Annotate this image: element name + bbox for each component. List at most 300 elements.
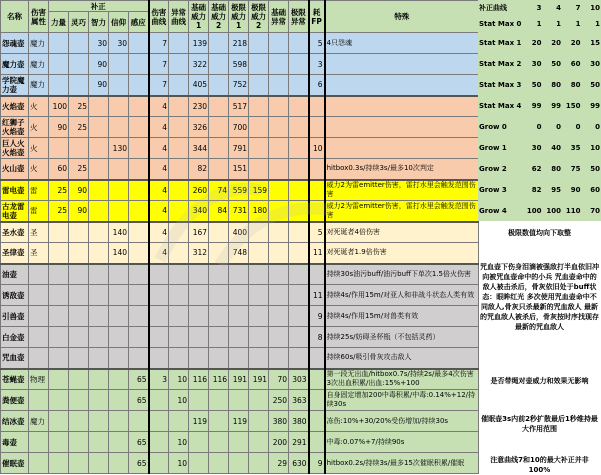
cell-base-power-2[interactable]	[209, 222, 229, 243]
cell-fai[interactable]	[109, 75, 129, 96]
cell-base-power-2[interactable]	[209, 264, 229, 285]
col-header-int[interactable]: 智力	[89, 12, 109, 33]
cell-base-status[interactable]	[269, 201, 289, 222]
cell-int[interactable]	[89, 327, 109, 348]
curve-row[interactable]	[478, 32, 601, 53]
table-row[interactable]	[1, 159, 479, 180]
cell-dex[interactable]	[69, 453, 89, 474]
col-header-arc[interactable]: 感应	[129, 12, 149, 33]
cell-int[interactable]	[89, 180, 109, 201]
cell-max-power-2[interactable]	[249, 453, 269, 474]
curve-value[interactable]: 3	[523, 0, 543, 15]
cell-max-power-1[interactable]: 400	[229, 222, 249, 243]
cell-name[interactable]: 催眠壶	[1, 453, 29, 474]
cell-fai[interactable]	[109, 327, 129, 348]
table-row[interactable]	[1, 327, 479, 348]
curve-row-label[interactable]: Stat Max 2	[478, 53, 523, 74]
cell-base-power-2[interactable]	[209, 117, 229, 138]
cell-name[interactable]: 圣水壶	[1, 222, 29, 243]
cell-base-status[interactable]	[269, 96, 289, 117]
cell-dex[interactable]	[69, 348, 89, 369]
cell-base-status[interactable]	[269, 327, 289, 348]
curve-value[interactable]: 1	[562, 15, 582, 32]
cell-dex[interactable]	[69, 33, 89, 54]
cell-damage-attr[interactable]	[29, 285, 49, 306]
curve-value[interactable]: 50	[523, 74, 543, 95]
table-row[interactable]	[1, 180, 479, 201]
col-header-fp-cost[interactable]: 耗FP	[309, 1, 325, 33]
cell-int[interactable]	[89, 222, 109, 243]
cell-max-status[interactable]: 291	[289, 432, 309, 453]
cell-special[interactable]: 4只怨魂	[325, 33, 479, 54]
cell-dex[interactable]: 25	[69, 96, 89, 117]
cell-fai[interactable]	[109, 369, 129, 390]
cell-dex[interactable]	[69, 411, 89, 432]
cell-fp-cost[interactable]	[309, 348, 325, 369]
curve-value[interactable]: 50	[582, 74, 601, 95]
cell-arc[interactable]	[129, 348, 149, 369]
cell-max-status[interactable]	[289, 285, 309, 306]
cell-special[interactable]: 威力2为雷emitter伤害，雷打水里会触发范围伤害	[325, 201, 479, 222]
cell-max-status[interactable]	[289, 222, 309, 243]
cell-base-power-1[interactable]	[189, 432, 209, 453]
curve-value[interactable]: 20	[562, 32, 582, 53]
cell-str[interactable]	[49, 264, 69, 285]
cell-fp-cost[interactable]	[309, 180, 325, 201]
cell-fp-cost[interactable]	[309, 117, 325, 138]
curve-row[interactable]	[478, 137, 601, 158]
cell-max-status[interactable]: 303	[289, 369, 309, 390]
cell-max-status[interactable]	[289, 243, 309, 264]
cell-max-status[interactable]	[289, 306, 309, 327]
cell-base-power-1[interactable]	[189, 327, 209, 348]
cell-name[interactable]: 咒血壶	[1, 348, 29, 369]
cell-str[interactable]	[49, 432, 69, 453]
curve-value[interactable]: 35	[562, 137, 582, 158]
cell-status-curve[interactable]: 10	[169, 432, 189, 453]
cell-dex[interactable]: 90	[69, 180, 89, 201]
cell-fai[interactable]	[109, 201, 129, 222]
cell-damage-curve[interactable]: 4	[149, 180, 169, 201]
cell-str[interactable]	[49, 285, 69, 306]
cell-str[interactable]: 60	[49, 159, 69, 180]
cell-base-power-1[interactable]: 312	[189, 243, 209, 264]
cell-fp-cost[interactable]	[309, 159, 325, 180]
cell-arc[interactable]	[129, 411, 149, 432]
table-row[interactable]	[1, 432, 479, 453]
cell-base-power-1[interactable]: 116	[189, 369, 209, 390]
cell-fp-cost[interactable]: 5	[309, 33, 325, 54]
cell-base-power-2[interactable]	[209, 390, 229, 411]
curve-row-label[interactable]: Grow 4	[478, 200, 523, 221]
cell-int[interactable]	[89, 138, 109, 159]
cell-arc[interactable]	[129, 243, 149, 264]
cell-dex[interactable]	[69, 138, 89, 159]
cell-max-power-2[interactable]	[249, 264, 269, 285]
curve-value[interactable]: 95	[543, 179, 563, 200]
cell-arc[interactable]	[129, 180, 149, 201]
cell-status-curve[interactable]	[169, 222, 189, 243]
cell-base-status[interactable]: 29	[269, 453, 289, 474]
curve-value[interactable]: 99	[543, 95, 563, 116]
curve-value[interactable]: 99	[582, 95, 601, 116]
cell-damage-curve[interactable]	[149, 327, 169, 348]
table-row[interactable]	[1, 96, 479, 117]
cell-fai[interactable]	[109, 306, 129, 327]
cell-arc[interactable]: 65	[129, 369, 149, 390]
cell-special[interactable]: 威力2为雷emitter伤害，雷打水里会触发范围伤害	[325, 180, 479, 201]
cell-damage-attr[interactable]: 雷	[29, 180, 49, 201]
curve-value[interactable]: 4	[543, 0, 563, 15]
cell-dex[interactable]	[69, 285, 89, 306]
cell-int[interactable]	[89, 453, 109, 474]
cell-max-power-2[interactable]	[249, 306, 269, 327]
cell-status-curve[interactable]	[169, 96, 189, 117]
cell-fai[interactable]	[109, 453, 129, 474]
cell-fai[interactable]	[109, 159, 129, 180]
curve-value[interactable]: 60	[582, 179, 601, 200]
col-header-max-status[interactable]: 极限异常	[289, 1, 309, 33]
cell-damage-attr[interactable]: 火	[29, 117, 49, 138]
curve-value[interactable]: 1	[582, 15, 601, 32]
cell-base-power-2[interactable]	[209, 411, 229, 432]
cell-damage-curve[interactable]: 4	[149, 96, 169, 117]
cell-damage-curve[interactable]: 4	[149, 201, 169, 222]
cell-str[interactable]	[49, 138, 69, 159]
curve-value[interactable]: 20	[543, 32, 563, 53]
table-row[interactable]	[1, 117, 479, 138]
cell-base-status[interactable]	[269, 222, 289, 243]
cell-max-power-1[interactable]: 731	[229, 201, 249, 222]
cell-dex[interactable]: 25	[69, 159, 89, 180]
cell-damage-attr[interactable]: 火	[29, 138, 49, 159]
cell-fp-cost[interactable]: 10	[309, 138, 325, 159]
cell-base-power-2[interactable]	[209, 96, 229, 117]
cell-max-status[interactable]	[289, 117, 309, 138]
cell-name[interactable]: 雷电壶	[1, 180, 29, 201]
cell-max-power-2[interactable]	[249, 75, 269, 96]
cell-status-curve[interactable]	[169, 327, 189, 348]
cell-name[interactable]: 粪便壶	[1, 390, 29, 411]
col-header-dex[interactable]: 灵巧	[69, 12, 89, 33]
cell-str[interactable]	[49, 369, 69, 390]
cell-str[interactable]	[49, 222, 69, 243]
cell-fp-cost[interactable]: 3	[309, 54, 325, 75]
cell-int[interactable]: 90	[89, 75, 109, 96]
cell-name[interactable]: 火焰壶	[1, 96, 29, 117]
cell-name[interactable]: 苍蝇壶	[1, 369, 29, 390]
cell-base-status[interactable]	[269, 54, 289, 75]
cell-arc[interactable]: 65	[129, 390, 149, 411]
curve-value[interactable]: 62	[523, 158, 543, 179]
cell-status-curve[interactable]: 10	[169, 369, 189, 390]
cell-max-status[interactable]	[289, 348, 309, 369]
cell-base-status[interactable]	[269, 117, 289, 138]
col-header-status-curve[interactable]: 异常曲线	[169, 1, 189, 33]
cell-int[interactable]	[89, 306, 109, 327]
cell-damage-attr[interactable]	[29, 327, 49, 348]
cell-max-power-1[interactable]: 791	[229, 138, 249, 159]
cell-max-power-2[interactable]	[249, 96, 269, 117]
cell-special[interactable]: 对死诞者4倍伤害	[325, 222, 479, 243]
cell-arc[interactable]	[129, 75, 149, 96]
cell-damage-curve[interactable]: 4	[149, 243, 169, 264]
cell-damage-curve[interactable]: 3	[149, 369, 169, 390]
cell-base-power-1[interactable]	[189, 264, 209, 285]
cell-arc[interactable]: 65	[129, 432, 149, 453]
cell-base-power-1[interactable]: 82	[189, 159, 209, 180]
col-header-name[interactable]: 名称	[1, 1, 29, 33]
cell-fai[interactable]	[109, 285, 129, 306]
cell-max-power-2[interactable]	[249, 117, 269, 138]
cell-int[interactable]	[89, 411, 109, 432]
table-row[interactable]	[1, 264, 479, 285]
cell-max-power-1[interactable]: 748	[229, 243, 249, 264]
cell-max-power-2[interactable]	[249, 243, 269, 264]
cell-base-status[interactable]	[269, 138, 289, 159]
cell-max-status[interactable]	[289, 201, 309, 222]
curve-value[interactable]: 15	[582, 32, 601, 53]
cell-base-power-1[interactable]	[189, 453, 209, 474]
cell-str[interactable]	[49, 390, 69, 411]
cell-special[interactable]: 持续60s/吸引骨灰攻击敌人	[325, 348, 479, 369]
cell-max-status[interactable]	[289, 75, 309, 96]
curve-value[interactable]: 80	[543, 74, 563, 95]
cell-str[interactable]	[49, 411, 69, 432]
cell-base-status[interactable]: 70	[269, 369, 289, 390]
cell-str[interactable]	[49, 453, 69, 474]
curve-value[interactable]: 80	[562, 74, 582, 95]
cell-damage-curve[interactable]	[149, 432, 169, 453]
cell-name[interactable]: 怨魂壶	[1, 33, 29, 54]
cell-base-power-1[interactable]: 139	[189, 33, 209, 54]
cell-base-status[interactable]	[269, 306, 289, 327]
curve-value[interactable]: 100	[523, 200, 543, 221]
curve-row[interactable]	[478, 158, 601, 179]
cell-max-status[interactable]	[289, 138, 309, 159]
cell-status-curve[interactable]	[169, 285, 189, 306]
cell-base-power-1[interactable]: 167	[189, 222, 209, 243]
cell-dex[interactable]	[69, 264, 89, 285]
cell-fai[interactable]	[109, 180, 129, 201]
cell-status-curve[interactable]	[169, 201, 189, 222]
cell-arc[interactable]	[129, 54, 149, 75]
cell-base-power-2[interactable]	[209, 75, 229, 96]
cell-damage-curve[interactable]: 4	[149, 138, 169, 159]
cell-special[interactable]: hitbox0.3s/持续3s/最多10次判定	[325, 159, 479, 180]
cell-special[interactable]: 自身固定增加200中毒积累/中毒:0.14%+12/持续30s	[325, 390, 479, 411]
cell-damage-curve[interactable]	[149, 348, 169, 369]
cell-fp-cost[interactable]: 9	[309, 453, 325, 474]
curve-value[interactable]: 150	[562, 95, 582, 116]
cell-status-curve[interactable]	[169, 33, 189, 54]
cell-fai[interactable]	[109, 117, 129, 138]
curve-row-label[interactable]: Stat Max 3	[478, 74, 523, 95]
cell-dex[interactable]	[69, 222, 89, 243]
table-row[interactable]	[1, 138, 479, 159]
cell-damage-attr[interactable]	[29, 453, 49, 474]
cell-fp-cost[interactable]	[309, 411, 325, 432]
cell-fai[interactable]: 130	[109, 138, 129, 159]
cell-damage-curve[interactable]: 7	[149, 75, 169, 96]
cell-damage-curve[interactable]	[149, 306, 169, 327]
cell-base-power-2[interactable]	[209, 33, 229, 54]
col-header-special[interactable]: 特殊	[325, 1, 479, 33]
cell-max-power-2[interactable]	[249, 348, 269, 369]
cell-name[interactable]: 圣律壶	[1, 243, 29, 264]
cell-special[interactable]: 冻伤:10%+30/20%受伤增加/持续30s	[325, 411, 479, 432]
cell-damage-attr[interactable]	[29, 306, 49, 327]
cell-fp-cost[interactable]: 8	[309, 327, 325, 348]
cell-special[interactable]: 持续4s/作用15m/对亚人和非战斗状态人类有效	[325, 285, 479, 306]
cell-base-status[interactable]	[269, 285, 289, 306]
cell-arc[interactable]	[129, 138, 149, 159]
cell-int[interactable]	[89, 201, 109, 222]
cell-str[interactable]	[49, 54, 69, 75]
cell-name[interactable]: 引兽壶	[1, 306, 29, 327]
curve-row-label[interactable]: Stat Max 4	[478, 95, 523, 116]
cell-base-power-1[interactable]: 340	[189, 201, 209, 222]
cell-base-power-2[interactable]	[209, 432, 229, 453]
cell-int[interactable]	[89, 285, 109, 306]
cell-name[interactable]: 结冰壶	[1, 411, 29, 432]
cell-name[interactable]: 白金壶	[1, 327, 29, 348]
curve-value[interactable]: 30	[523, 137, 543, 158]
cell-status-curve[interactable]	[169, 54, 189, 75]
cell-special[interactable]	[325, 75, 479, 96]
cell-damage-attr[interactable]: 物理	[29, 369, 49, 390]
curve-row[interactable]	[478, 53, 601, 74]
cell-damage-attr[interactable]: 魔力	[29, 54, 49, 75]
curve-value[interactable]: 80	[543, 158, 563, 179]
cell-dex[interactable]	[69, 54, 89, 75]
cell-fp-cost[interactable]	[309, 390, 325, 411]
cell-damage-attr[interactable]	[29, 390, 49, 411]
table-row[interactable]	[1, 369, 479, 390]
cell-int[interactable]	[89, 369, 109, 390]
cell-max-power-2[interactable]	[249, 285, 269, 306]
cell-arc[interactable]	[129, 159, 149, 180]
cell-str[interactable]	[49, 348, 69, 369]
table-row[interactable]	[1, 54, 479, 75]
curve-value[interactable]: 10	[582, 0, 601, 15]
table-row[interactable]	[1, 453, 479, 474]
cell-max-power-1[interactable]: 119	[229, 411, 249, 432]
cell-fai[interactable]	[109, 96, 129, 117]
curve-row[interactable]	[478, 0, 601, 15]
cell-base-power-1[interactable]: 344	[189, 138, 209, 159]
cell-max-status[interactable]	[289, 180, 309, 201]
col-header-base-power-1[interactable]: 基础威力1	[189, 1, 209, 33]
table-row[interactable]	[1, 411, 479, 432]
cell-dex[interactable]: 90	[69, 201, 89, 222]
cell-str[interactable]	[49, 306, 69, 327]
cell-fp-cost[interactable]: 11	[309, 285, 325, 306]
curve-value[interactable]: 0	[523, 116, 543, 137]
cell-fai[interactable]: 30	[109, 33, 129, 54]
col-header-scaling[interactable]: 补正	[49, 1, 149, 12]
cell-max-power-1[interactable]: 598	[229, 54, 249, 75]
curve-row-label[interactable]: Grow 2	[478, 158, 523, 179]
cell-fp-cost[interactable]	[309, 96, 325, 117]
cell-name[interactable]: 红狮子火焰壶	[1, 117, 29, 138]
curve-row-label[interactable]: Stat Max 1	[478, 32, 523, 53]
curve-row[interactable]	[478, 95, 601, 116]
cell-max-status[interactable]	[289, 33, 309, 54]
cell-fai[interactable]	[109, 348, 129, 369]
cell-fai[interactable]	[109, 54, 129, 75]
cell-base-power-2[interactable]	[209, 306, 229, 327]
table-row[interactable]	[1, 243, 479, 264]
cell-max-power-2[interactable]	[249, 327, 269, 348]
cell-dex[interactable]	[69, 369, 89, 390]
table-row[interactable]	[1, 306, 479, 327]
curve-row-label[interactable]: Grow 1	[478, 137, 523, 158]
curve-value[interactable]: 30	[582, 53, 601, 74]
cell-max-power-2[interactable]: 159	[249, 180, 269, 201]
cell-special[interactable]	[325, 138, 479, 159]
cell-name[interactable]: 古龙雷电壶	[1, 201, 29, 222]
cell-arc[interactable]	[129, 327, 149, 348]
cell-damage-attr[interactable]: 魔力	[29, 33, 49, 54]
cell-max-power-2[interactable]: 180	[249, 201, 269, 222]
col-header-max-power-1[interactable]: 极限威力1	[229, 1, 249, 33]
cell-arc[interactable]: 65	[129, 453, 149, 474]
curve-row-label[interactable]: Grow 0	[478, 116, 523, 137]
cell-fp-cost[interactable]	[309, 264, 325, 285]
table-row[interactable]	[1, 285, 479, 306]
cell-damage-curve[interactable]: 7	[149, 33, 169, 54]
cell-damage-attr[interactable]: 火	[29, 159, 49, 180]
curve-value[interactable]: 0	[543, 116, 563, 137]
cell-status-curve[interactable]	[169, 264, 189, 285]
cell-damage-curve[interactable]: 4	[149, 222, 169, 243]
cell-base-power-1[interactable]	[189, 390, 209, 411]
cell-str[interactable]: 90	[49, 117, 69, 138]
cell-base-status[interactable]: 250	[269, 390, 289, 411]
cell-max-power-2[interactable]	[249, 159, 269, 180]
col-header-base-power-2[interactable]: 基础威力2	[209, 1, 229, 33]
cell-damage-curve[interactable]	[149, 411, 169, 432]
curve-value[interactable]: 1	[523, 15, 543, 32]
curve-value[interactable]: 0	[562, 116, 582, 137]
cell-max-power-1[interactable]	[229, 390, 249, 411]
cell-damage-attr[interactable]	[29, 432, 49, 453]
cell-str[interactable]	[49, 243, 69, 264]
cell-max-power-1[interactable]	[229, 327, 249, 348]
cell-special[interactable]	[325, 96, 479, 117]
cell-base-power-2[interactable]	[209, 54, 229, 75]
cell-name[interactable]: 毒壶	[1, 432, 29, 453]
cell-status-curve[interactable]	[169, 243, 189, 264]
cell-fp-cost[interactable]	[309, 432, 325, 453]
cell-status-curve[interactable]	[169, 75, 189, 96]
cell-base-status[interactable]	[269, 33, 289, 54]
cell-fp-cost[interactable]: 5	[309, 222, 325, 243]
cell-damage-attr[interactable]: 魔力	[29, 411, 49, 432]
cell-max-power-1[interactable]	[229, 264, 249, 285]
cell-special[interactable]	[325, 117, 479, 138]
cell-status-curve[interactable]	[169, 180, 189, 201]
curve-value[interactable]: 75	[562, 158, 582, 179]
curve-value[interactable]: 50	[543, 53, 563, 74]
cell-special[interactable]: 对死诞者1.9倍伤害	[325, 243, 479, 264]
curve-row[interactable]	[478, 200, 601, 221]
cell-base-status[interactable]	[269, 264, 289, 285]
cell-special[interactable]: 持续4s/作用15m/对兽类有效	[325, 306, 479, 327]
cell-damage-attr[interactable]	[29, 348, 49, 369]
cell-damage-attr[interactable]	[29, 264, 49, 285]
